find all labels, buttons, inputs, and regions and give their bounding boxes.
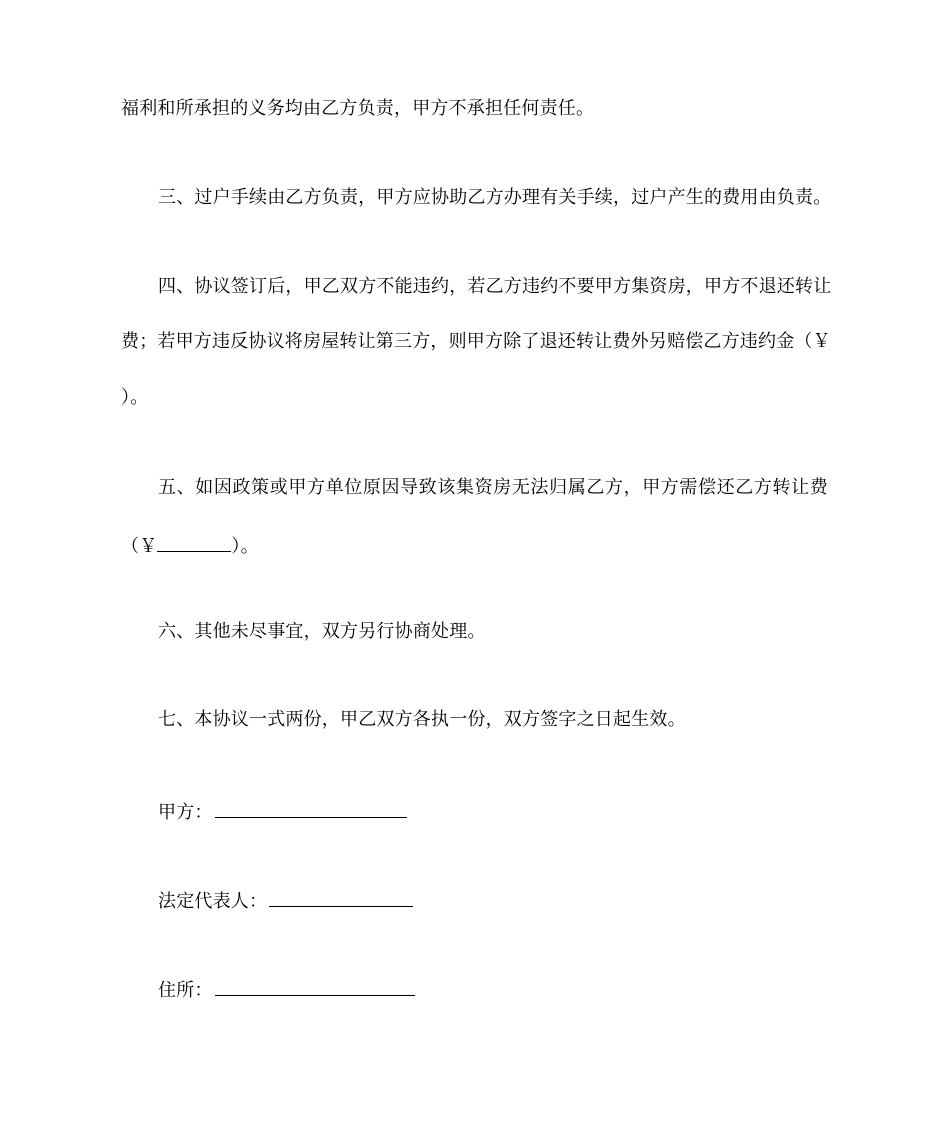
address-signature-line [158, 977, 415, 1002]
clause-5-text-3: ）。 [231, 536, 259, 557]
legal-rep-label: 法定代表人： [158, 891, 268, 912]
clause-4-text-1: 四、协议签订后，甲乙双方不能违约，若乙方违约不要甲方集资房，甲方不退还转让 [158, 276, 832, 297]
clause-5-line-2 [121, 533, 259, 558]
address-label: 住所： [158, 980, 213, 1001]
address-blank [215, 977, 415, 996]
clause-7-text: 七、本协议一式两份，甲乙双方各执一份，双方签字之日起生效。 [158, 709, 686, 730]
clause-4-text-3: ）。 [121, 387, 149, 408]
party-a-label: 甲方： [158, 802, 213, 823]
clause-6 [158, 621, 486, 643]
paragraph-text: 福利和所承担的义务均由乙方负责，甲方不承担任何责任。 [121, 98, 595, 119]
clause-4-line-3 [121, 387, 148, 409]
clause-4-text-2: 费；若甲方违反协议将房屋转让第三方，则甲方除了退还转让费外另赔偿乙方违约金（￥ [121, 331, 831, 352]
party-a-signature-line [158, 799, 407, 824]
amount-blank [157, 533, 231, 552]
clause-4-line-1 [158, 276, 832, 298]
paragraph-continuation [121, 98, 594, 120]
clause-6-text: 六、其他未尽事宜，双方另行协商处理。 [158, 621, 486, 642]
legal-rep-signature-line [158, 888, 413, 913]
clause-3 [158, 187, 831, 209]
clause-5-text-1: 五、如因政策或甲方单位原因导致该集资房无法归属乙方，甲方需偿还乙方转让费 [158, 477, 828, 498]
clause-3-text: 三、过户手续由乙方负责，甲方应协助乙方办理有关手续，过户产生的费用由负责。 [158, 187, 832, 208]
clause-7 [158, 709, 686, 731]
clause-5-line-1 [158, 477, 828, 499]
clause-4-line-2 [121, 331, 829, 353]
clause-5-text-2: （￥ [121, 536, 158, 557]
party-a-blank [215, 799, 407, 818]
legal-rep-blank [269, 888, 413, 907]
